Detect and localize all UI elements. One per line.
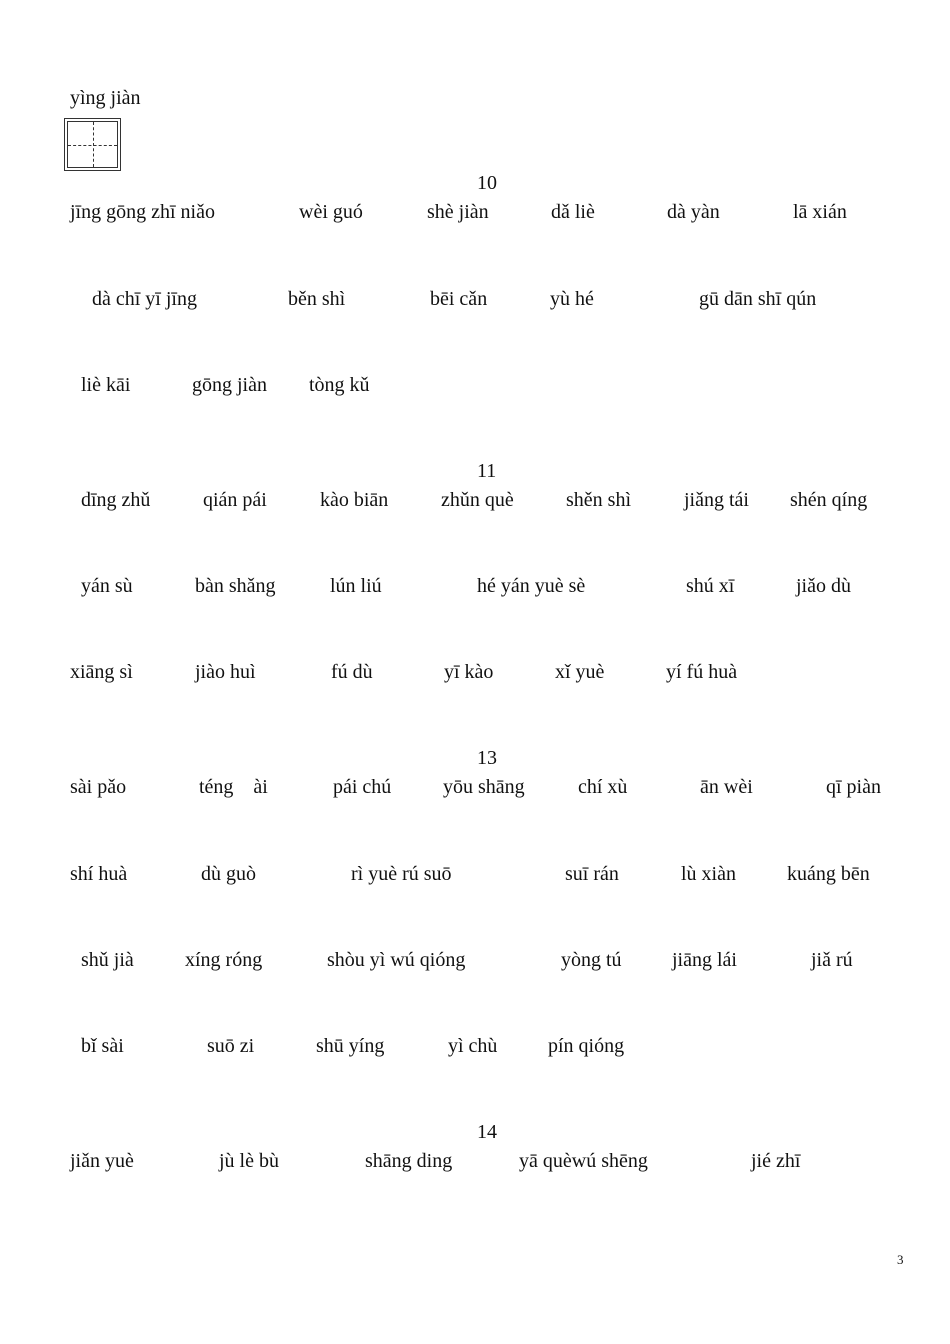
pinyin-word: xíng róng xyxy=(185,949,263,971)
pinyin-word: bēi cǎn xyxy=(430,288,488,310)
pinyin-word: bǐ sài xyxy=(81,1035,124,1057)
pinyin-word: lā xián xyxy=(793,201,847,223)
intro-word: yìng jiàn xyxy=(70,87,141,109)
pinyin-word: yí fú huà xyxy=(666,661,738,683)
pinyin-word: bàn shǎng xyxy=(195,575,276,597)
pinyin-word: kuáng bēn xyxy=(787,863,870,885)
pinyin-word: jiǎo dù xyxy=(796,575,851,597)
pinyin-word: gū dān shī qún xyxy=(699,288,817,310)
pinyin-word: jiǎn yuè xyxy=(70,1150,134,1172)
section-number: 13 xyxy=(477,747,497,769)
pinyin-word: chí xù xyxy=(578,776,628,798)
pinyin-word: qī piàn xyxy=(826,776,881,798)
pinyin-word: suō zi xyxy=(207,1035,255,1057)
pinyin-word: zhǔn què xyxy=(441,489,514,511)
pinyin-word: dà yàn xyxy=(667,201,720,223)
pinyin-word: shū yíng xyxy=(316,1035,385,1057)
pinyin-word: yī kào xyxy=(444,661,494,683)
pinyin-word: xiāng sì xyxy=(70,661,133,683)
pinyin-word: suī rán xyxy=(565,863,619,885)
pinyin-word: lún liú xyxy=(330,575,382,597)
pinyin-word: dà chī yī jīng xyxy=(92,288,197,310)
pinyin-word: yì chù xyxy=(448,1035,498,1057)
pinyin-word: shí huà xyxy=(70,863,128,885)
pinyin-word: dīng zhǔ xyxy=(81,489,151,511)
pinyin-word: qián pái xyxy=(203,489,267,511)
pinyin-word: dù guò xyxy=(201,863,256,885)
section-number: 11 xyxy=(477,460,497,482)
pinyin-word: ān wèi xyxy=(700,776,753,798)
pinyin-word: shén qíng xyxy=(790,489,868,511)
pinyin-word: jiāng lái xyxy=(672,949,737,971)
pinyin-word: fú dù xyxy=(331,661,373,683)
section-number: 14 xyxy=(477,1121,497,1143)
pinyin-word: běn shì xyxy=(288,288,346,310)
pinyin-word: yōu shāng xyxy=(443,776,525,798)
pinyin-word: shú xī xyxy=(686,575,735,597)
pinyin-word: jié zhī xyxy=(751,1150,801,1172)
pinyin-word: shè jiàn xyxy=(427,201,489,223)
pinyin-word: jīng gōng zhī niǎo xyxy=(70,201,215,223)
pinyin-word: jiǎ rú xyxy=(811,949,853,971)
pinyin-word: pín qióng xyxy=(548,1035,625,1057)
pinyin-word: yòng tú xyxy=(561,949,622,971)
pinyin-word: jù lè bù xyxy=(219,1150,279,1172)
pinyin-word: sài pǎo xyxy=(70,776,127,798)
pinyin-word: hé yán yuè sè xyxy=(477,575,586,597)
pinyin-word: shāng ding xyxy=(365,1150,453,1172)
pinyin-word: lù xiàn xyxy=(681,863,736,885)
page-number: 3 xyxy=(897,1252,904,1267)
pinyin-word: téng ài xyxy=(199,776,268,798)
pinyin-word: wèi guó xyxy=(299,201,363,223)
pinyin-word: shěn shì xyxy=(566,489,631,511)
pinyin-word: yán sù xyxy=(81,575,133,597)
pinyin-word: kào biān xyxy=(320,489,389,511)
pinyin-word: shòu yì wú qióng xyxy=(327,949,466,971)
pinyin-word: jiǎng tái xyxy=(684,489,749,511)
pinyin-word: yā quèwú shēng xyxy=(519,1150,648,1172)
pinyin-word: shǔ jià xyxy=(81,949,134,971)
section-number: 10 xyxy=(477,172,497,194)
pinyin-word: tòng kǔ xyxy=(309,374,370,396)
writing-grid-box xyxy=(64,118,121,171)
pinyin-word: yù hé xyxy=(550,288,594,310)
pinyin-word: liè kāi xyxy=(81,374,131,396)
pinyin-word: gōng jiàn xyxy=(192,374,267,396)
pinyin-word: rì yuè rú suō xyxy=(351,863,452,885)
pinyin-word: pái chú xyxy=(333,776,392,798)
pinyin-word: xǐ yuè xyxy=(555,661,605,683)
pinyin-word: jiào huì xyxy=(195,661,256,683)
pinyin-word: dǎ liè xyxy=(551,201,595,223)
